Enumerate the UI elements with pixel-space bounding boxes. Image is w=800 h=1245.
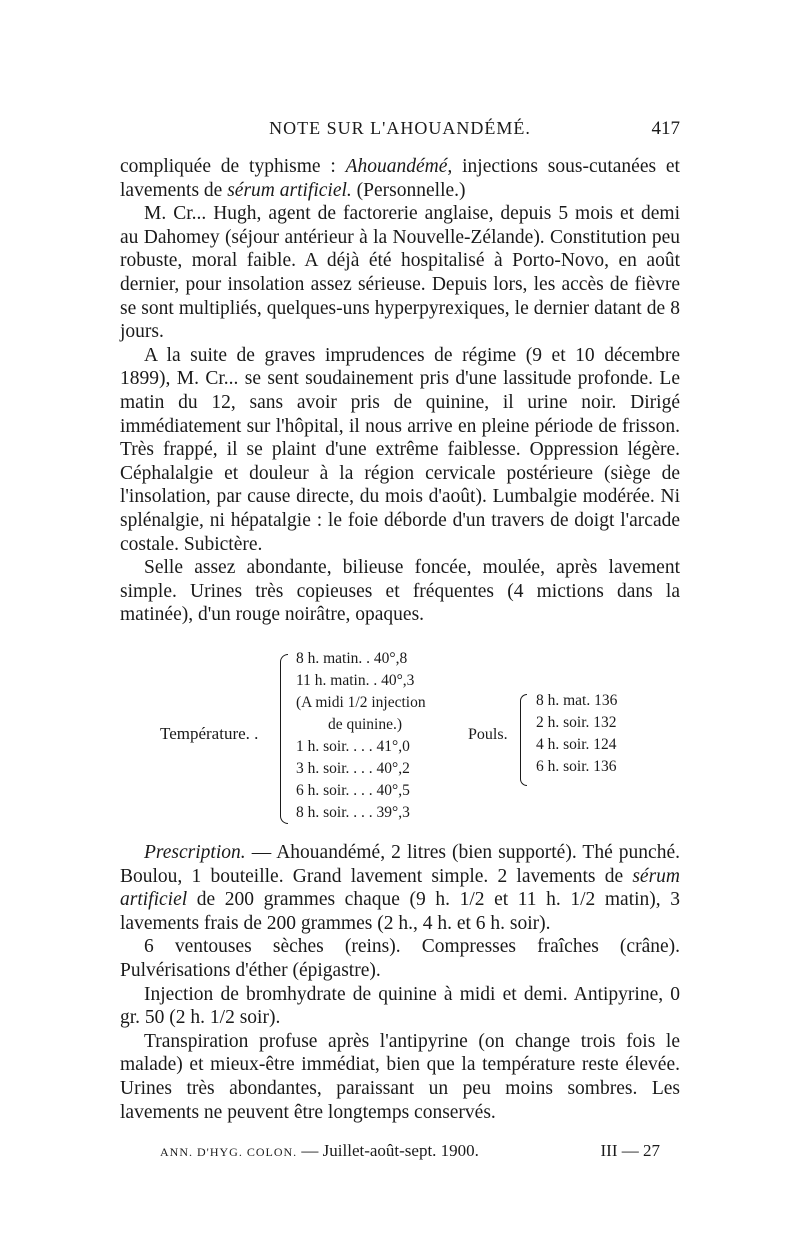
page-number: 417 [651,118,680,139]
paragraph [120,155,680,202]
text-segment: Selle assez abondante, bilieuse foncée, moulée, après lavement simple. Urines très copieuses et fréquentes (4 mictions dans la matinée), d'un rouge noirâtre, opaques. [120,557,680,626]
body-text-bottom [120,841,680,1124]
text-segment: 6 ventouses sèches (reins). Compresses fraîches (crâne). Pulvérisations d'éther (épigastre). [120,936,680,981]
temperature-row: de quinine.) [328,716,403,733]
journal-abbrev: ANN. D'HYG. COLON. [160,1145,298,1159]
italic-text: sérum artificiel. [227,179,352,201]
vitals-table [120,648,680,828]
paragraph [120,935,680,982]
paragraph [120,202,680,344]
paragraph [120,983,680,1030]
pouls-list [536,690,666,778]
text-segment: injections sous-cutanées et lavements de [120,156,680,201]
text-segment: Injection de bromhydrate de quinine à midi et demi. Antipyrine, 0 gr. 50 (2 h. 1/2 soir). [120,983,680,1029]
paragraph [120,344,680,556]
journal-citation [160,1141,479,1161]
signature-mark: III — 27 [600,1141,660,1160]
italic-text: sérum artificiel [120,865,680,911]
paragraph [120,556,680,627]
paragraph [120,841,680,935]
temperature-row: 8 h. matin. . 40°,8 [296,650,408,667]
pouls-row: 6 h. soir. 136 [536,758,617,775]
temperature-row: 1 h. soir. . . . 41°,0 [296,738,410,755]
journal-date: — Juillet-août-sept. 1900. [297,1141,479,1160]
temperature-row: (A midi 1/2 injection [296,694,426,711]
text-segment: Transpiration profuse après l'antipyrine (on change trois fois le malade) et mieux-être immédiat, bien que la température reste élevée. Urines très abondantes, paraissant un peu moins sombres. Les lavements ne peuvent être longtemps conservés. [120,1030,680,1123]
body-text-top [120,155,680,627]
temperature-brace [280,654,288,824]
pouls-row: 4 h. soir. 124 [536,736,617,753]
text-segment: compliquée de typhisme : [120,156,346,177]
temperature-row: 8 h. soir. . . . 39°,3 [296,804,410,821]
text-segment: (Personnelle.) [351,179,466,201]
paragraph [120,1030,680,1124]
italic-text: Prescription. [144,842,246,863]
pouls-brace [520,694,527,786]
pouls-row: 2 h. soir. 132 [536,714,617,731]
pouls-row: 8 h. mat. 136 [536,692,618,709]
temperature-row: 6 h. soir. . . . 40°,5 [296,782,410,799]
temperature-label: Température. . [160,724,259,743]
temperature-row: 11 h. matin. . 40°,3 [296,672,415,689]
text-segment: de 200 grammes chaque (9 h. 1/2 et 11 h. 1/2 matin), 3 lavements frais de 200 grammes (2 h., 4 h. et 6 h. soir). [120,889,680,934]
running-title: NOTE SUR L'AHOUANDÉMÉ. [269,118,531,138]
italic-text: Ahouandémé, [345,156,453,177]
text-segment: M. Cr... Hugh, agent de factorerie anglaise, depuis 5 mois et demi au Dahomey (séjour antérieur à la Nouvelle-Zélande). Constitution peu robuste, moral faible. A déjà été hospitalisé à Porto-Novo, en août dernier, pour insolation assez sérieuse. Depuis lors, les accès de fièvre se sont multipliés, quelques-uns hyperpyrexiques, le dernier datant de 8 jours. [120,203,680,343]
pouls-label: Pouls. [468,726,508,743]
temperature-list [296,648,476,824]
text-segment: — Ahouandémé, 2 litres (bien supporté). Thé punché. Boulou, 1 bouteille. Grand lavement simple. 2 lavements de [120,842,680,887]
text-segment: A la suite de graves imprudences de régime (9 et 10 décembre 1899), M. Cr... se sent soudainement pris d'une lassitude profonde. Le matin du 12, sans avoir pris de quinine, il urine noir. Dirigé immédiatement sur l'hôpital, il nous arrive en pleine période de frisson. Très frappé, il se plaint d'une extrême faiblesse. Oppression légère. Céphalalgie et douleur à la région cervicale postérieure (siège de l'insolation, par cause directe, du mois d'août). Lumbalgie modérée. Ni splénalgie, ni hépatalgie : le foie déborde d'un travers de doigt l'arcade costale. Subictère. [120,344,680,555]
temperature-row: 3 h. soir. . . . 40°,2 [296,760,410,777]
page-header [120,118,680,142]
